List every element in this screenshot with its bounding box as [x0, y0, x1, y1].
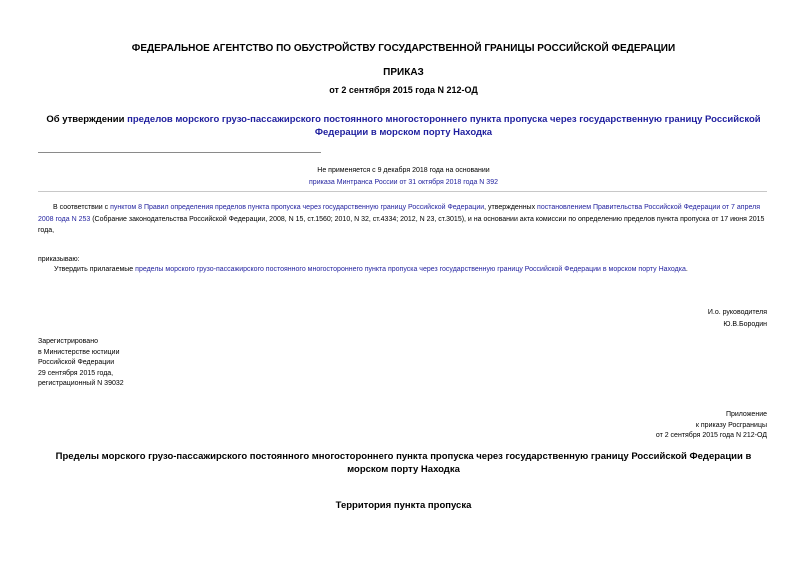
- approve-text: Утвердить прилагаемые: [54, 266, 136, 273]
- signer-name: Ю.В.Бородин: [723, 321, 767, 328]
- appendix-line: Приложение: [725, 411, 767, 418]
- approve-paragraph: [54, 266, 768, 273]
- appendix-line: к приказу Росграницы: [695, 421, 767, 429]
- signer-position: И.о. руководителя: [707, 309, 767, 316]
- preamble-paragraph: [38, 202, 768, 237]
- registration-line: в Министерстве юстиции: [38, 348, 120, 356]
- appendix-line: от 2 сентября 2015 года N 212-ОД: [655, 432, 767, 439]
- section-heading: Территория пункта пропуска: [335, 500, 472, 511]
- preamble-text-1: В соответствии с: [53, 204, 111, 211]
- signature-block: [708, 307, 767, 331]
- limits-link[interactable]: пределы морского грузо-пассажирского постоянного многостороннего пункта пропуска через государственную границу Российской Федерации в морском порту Находка: [135, 266, 686, 273]
- rules-clause-link[interactable]: пунктом 8 Правил определения пределов пункта пропуска через государственную границу Российской Федерации: [110, 204, 485, 211]
- registration-line: Российской Федерации: [38, 359, 115, 366]
- notice-text: Не применяется с 9 декабря 2018 года на основании: [317, 167, 490, 174]
- document-title: [38, 113, 769, 139]
- preamble-text-2: , утвержденных: [484, 204, 538, 211]
- agency-heading: ФЕДЕРАЛЬНОЕ АГЕНТСТВО ПО ОБУСТРОЙСТВУ ГОСУДАРСТВЕННОЙ ГРАНИЦЫ РОССИЙСКОЙ ФЕДЕРАЦИИ: [131, 43, 676, 54]
- title-divider: [38, 152, 321, 153]
- registration-line: Зарегистрировано: [38, 338, 98, 345]
- document-title-link[interactable]: пределов морского грузо-пассажирского постоянного многостороннего пункта пропуска через государственную границу Российской Федерации в морском порту Находка: [127, 114, 761, 138]
- registration-line: регистрационный N 39032: [38, 380, 124, 387]
- preamble-text-3: (Собрание законодательства Российской Федерации, 2008, N 15, ст.1560; 2010, N 32, ст.4334; 2012, N 23, ст.3015), и на основании акта комиссии по определению пределов пункта пропуска от 17 июня 2015 года,: [38, 215, 765, 234]
- notice-order-link[interactable]: приказа Минтранса России от 31 октября 2018 года N 392: [309, 179, 498, 186]
- registration-block: [38, 337, 124, 390]
- approve-end: .: [685, 266, 688, 273]
- document-title-prefix: Об утверждении: [46, 114, 128, 125]
- applicability-notice: [200, 165, 607, 189]
- notice-divider: [38, 191, 767, 192]
- appendix-block: [656, 410, 767, 442]
- registration-line: 29 сентября 2015 года,: [38, 369, 114, 377]
- document-type-heading: ПРИКАЗ: [383, 67, 424, 78]
- document-date-number: от 2 сентября 2015 года N 212-ОД: [329, 85, 478, 95]
- limits-heading: Пределы морского грузо-пассажирского постоянного многостороннего пункта пропуска через государственную границу Российской Федерации в морском порту Находка: [55, 451, 752, 475]
- orders-label: приказываю:: [38, 256, 80, 263]
- government-decree-link[interactable]: постановлением Правительства Российской Федерации от 7 апреля 2008 года N 253: [38, 204, 761, 223]
